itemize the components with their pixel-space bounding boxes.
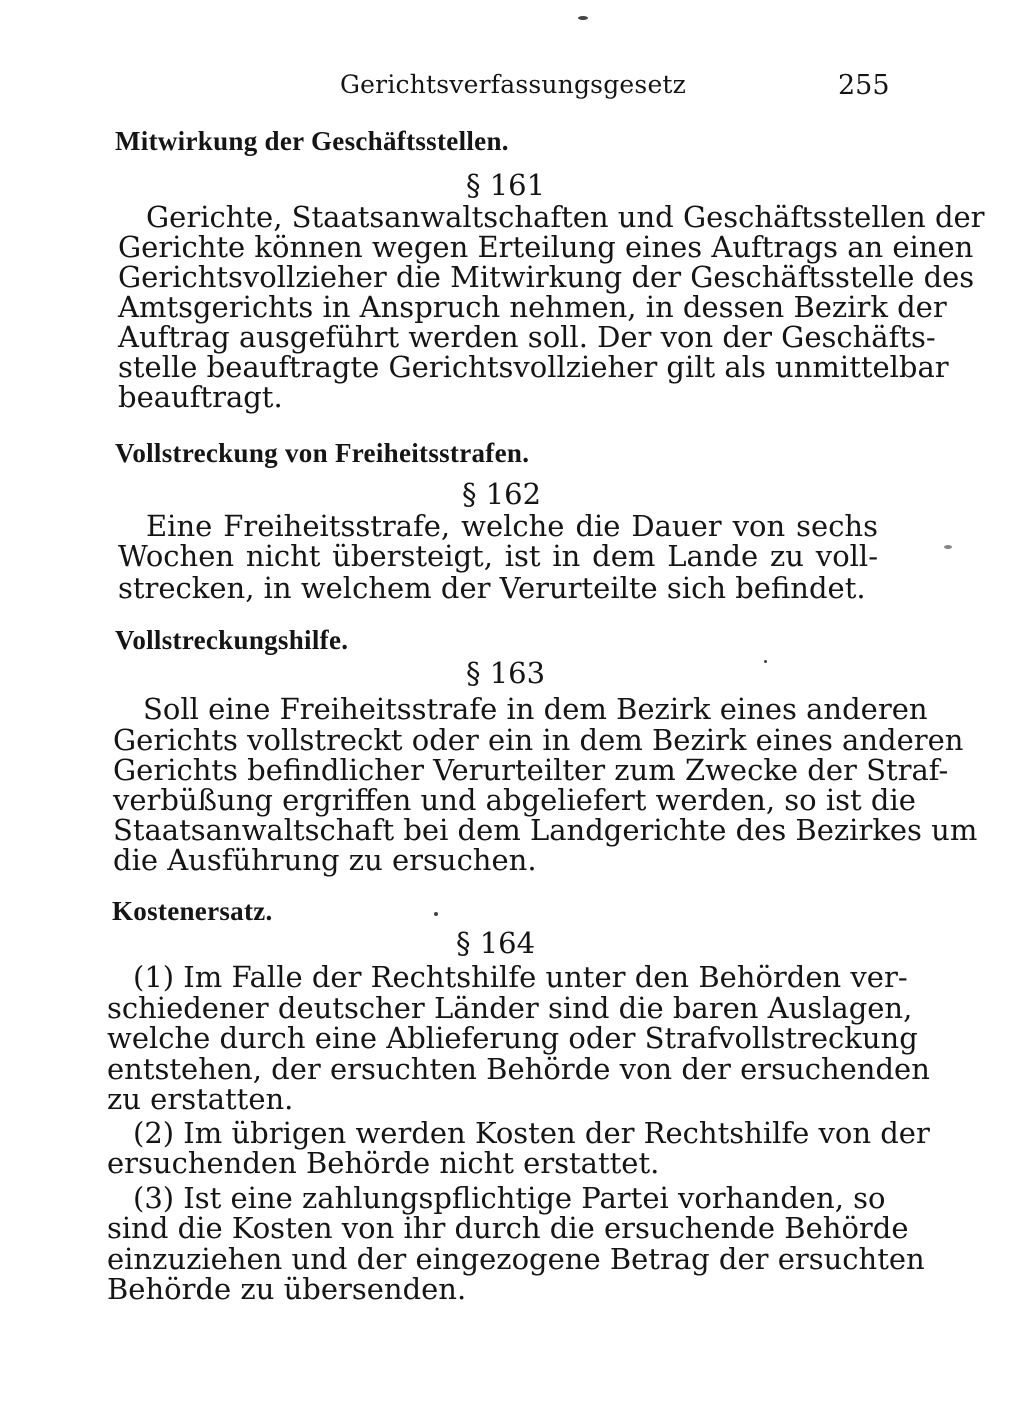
text-line: sind die Kosten von ihr durch die ersuchende Behörde: [107, 1211, 909, 1245]
text-line: verbüßung ergriffen und abgeliefert werden, so ist die: [113, 783, 916, 817]
print-speck: [944, 545, 952, 549]
text-line: Auftrag ausgeführt werden soll. Der von der Geschäfts-: [118, 320, 936, 354]
text-line: entstehen, der ersuchten Behörde von der ersuchenden: [107, 1052, 930, 1086]
section-title-162: Vollstreckung von Freiheitsstrafen.: [115, 438, 530, 468]
text-line: Staatsanwaltschaft bei dem Landgerichte des Bezirkes um: [113, 813, 978, 847]
text-line: schiedener deutscher Länder sind die baren Auslagen,: [107, 991, 913, 1025]
text-line: welche durch eine Ablieferung oder Strafvollstreckung: [107, 1021, 918, 1055]
text-line: ersuchenden Behörde nicht erstattet.: [107, 1146, 660, 1180]
page-number: 255: [838, 70, 890, 101]
print-speck: [434, 912, 438, 916]
text-line: Gerichte können wegen Erteilung eines Auftrags an einen: [118, 230, 974, 264]
text-line: Soll eine Freiheitsstrafe in dem Bezirk eines anderen: [143, 692, 928, 726]
paragraph-number-164: § 164: [456, 926, 536, 960]
section-title-161: Mitwirkung der Geschäftsstellen.: [115, 126, 509, 156]
section-title-164: Kostenersatz.: [112, 896, 273, 926]
text-line: Gerichts vollstreckt oder ein in dem Bezirk eines anderen: [113, 723, 964, 757]
paragraph-number-163: § 163: [466, 656, 546, 690]
text-line: Gerichtsvollzieher die Mitwirkung der Geschäftsstelle des: [118, 260, 975, 294]
text-line: (1) Im Falle der Rechtshilfe unter den Behörden ver-: [133, 960, 908, 994]
paragraph-number-161: § 161: [466, 168, 546, 202]
text-line: strecken, in welchem der Verurteilte sich befindet.: [118, 571, 866, 605]
print-speck: [764, 660, 767, 663]
text-line: Gerichts befindlicher Verurteilter zum Zwecke der Straf-: [113, 753, 949, 787]
text-line: die Ausführung zu ersuchen.: [113, 843, 537, 877]
paragraph-number-162: § 162: [462, 477, 542, 511]
section-title-163: Vollstreckungshilfe.: [115, 625, 349, 655]
text-line: Amtsgerichts in Anspruch nehmen, in dessen Bezirk der: [118, 290, 947, 324]
running-head: Gerichtsverfassungsgesetz: [340, 70, 687, 99]
print-speck: [578, 16, 588, 20]
text-line: einzuziehen und der eingezogene Betrag der ersuchten: [107, 1242, 925, 1276]
text-line: Behörde zu übersenden.: [107, 1272, 467, 1306]
text-line: Eine Freiheitsstrafe, welche die Dauer von sechs: [146, 509, 878, 543]
text-line: (2) Im übrigen werden Kosten der Rechtshilfe von der: [133, 1116, 930, 1150]
text-line: zu erstatten.: [107, 1082, 294, 1116]
text-line: stelle beauftragte Gerichtsvollzieher gilt als unmittelbar: [118, 350, 949, 384]
text-line: beauftragt.: [118, 380, 283, 414]
text-line: (3) Ist eine zahlungspflichtige Partei vorhanden, so: [133, 1181, 886, 1215]
text-line: Wochen nicht übersteigt, ist in dem Lande zu voll-: [118, 539, 878, 573]
text-line: Gerichte, Staatsanwaltschaften und Geschäftsstellen der: [146, 200, 985, 234]
